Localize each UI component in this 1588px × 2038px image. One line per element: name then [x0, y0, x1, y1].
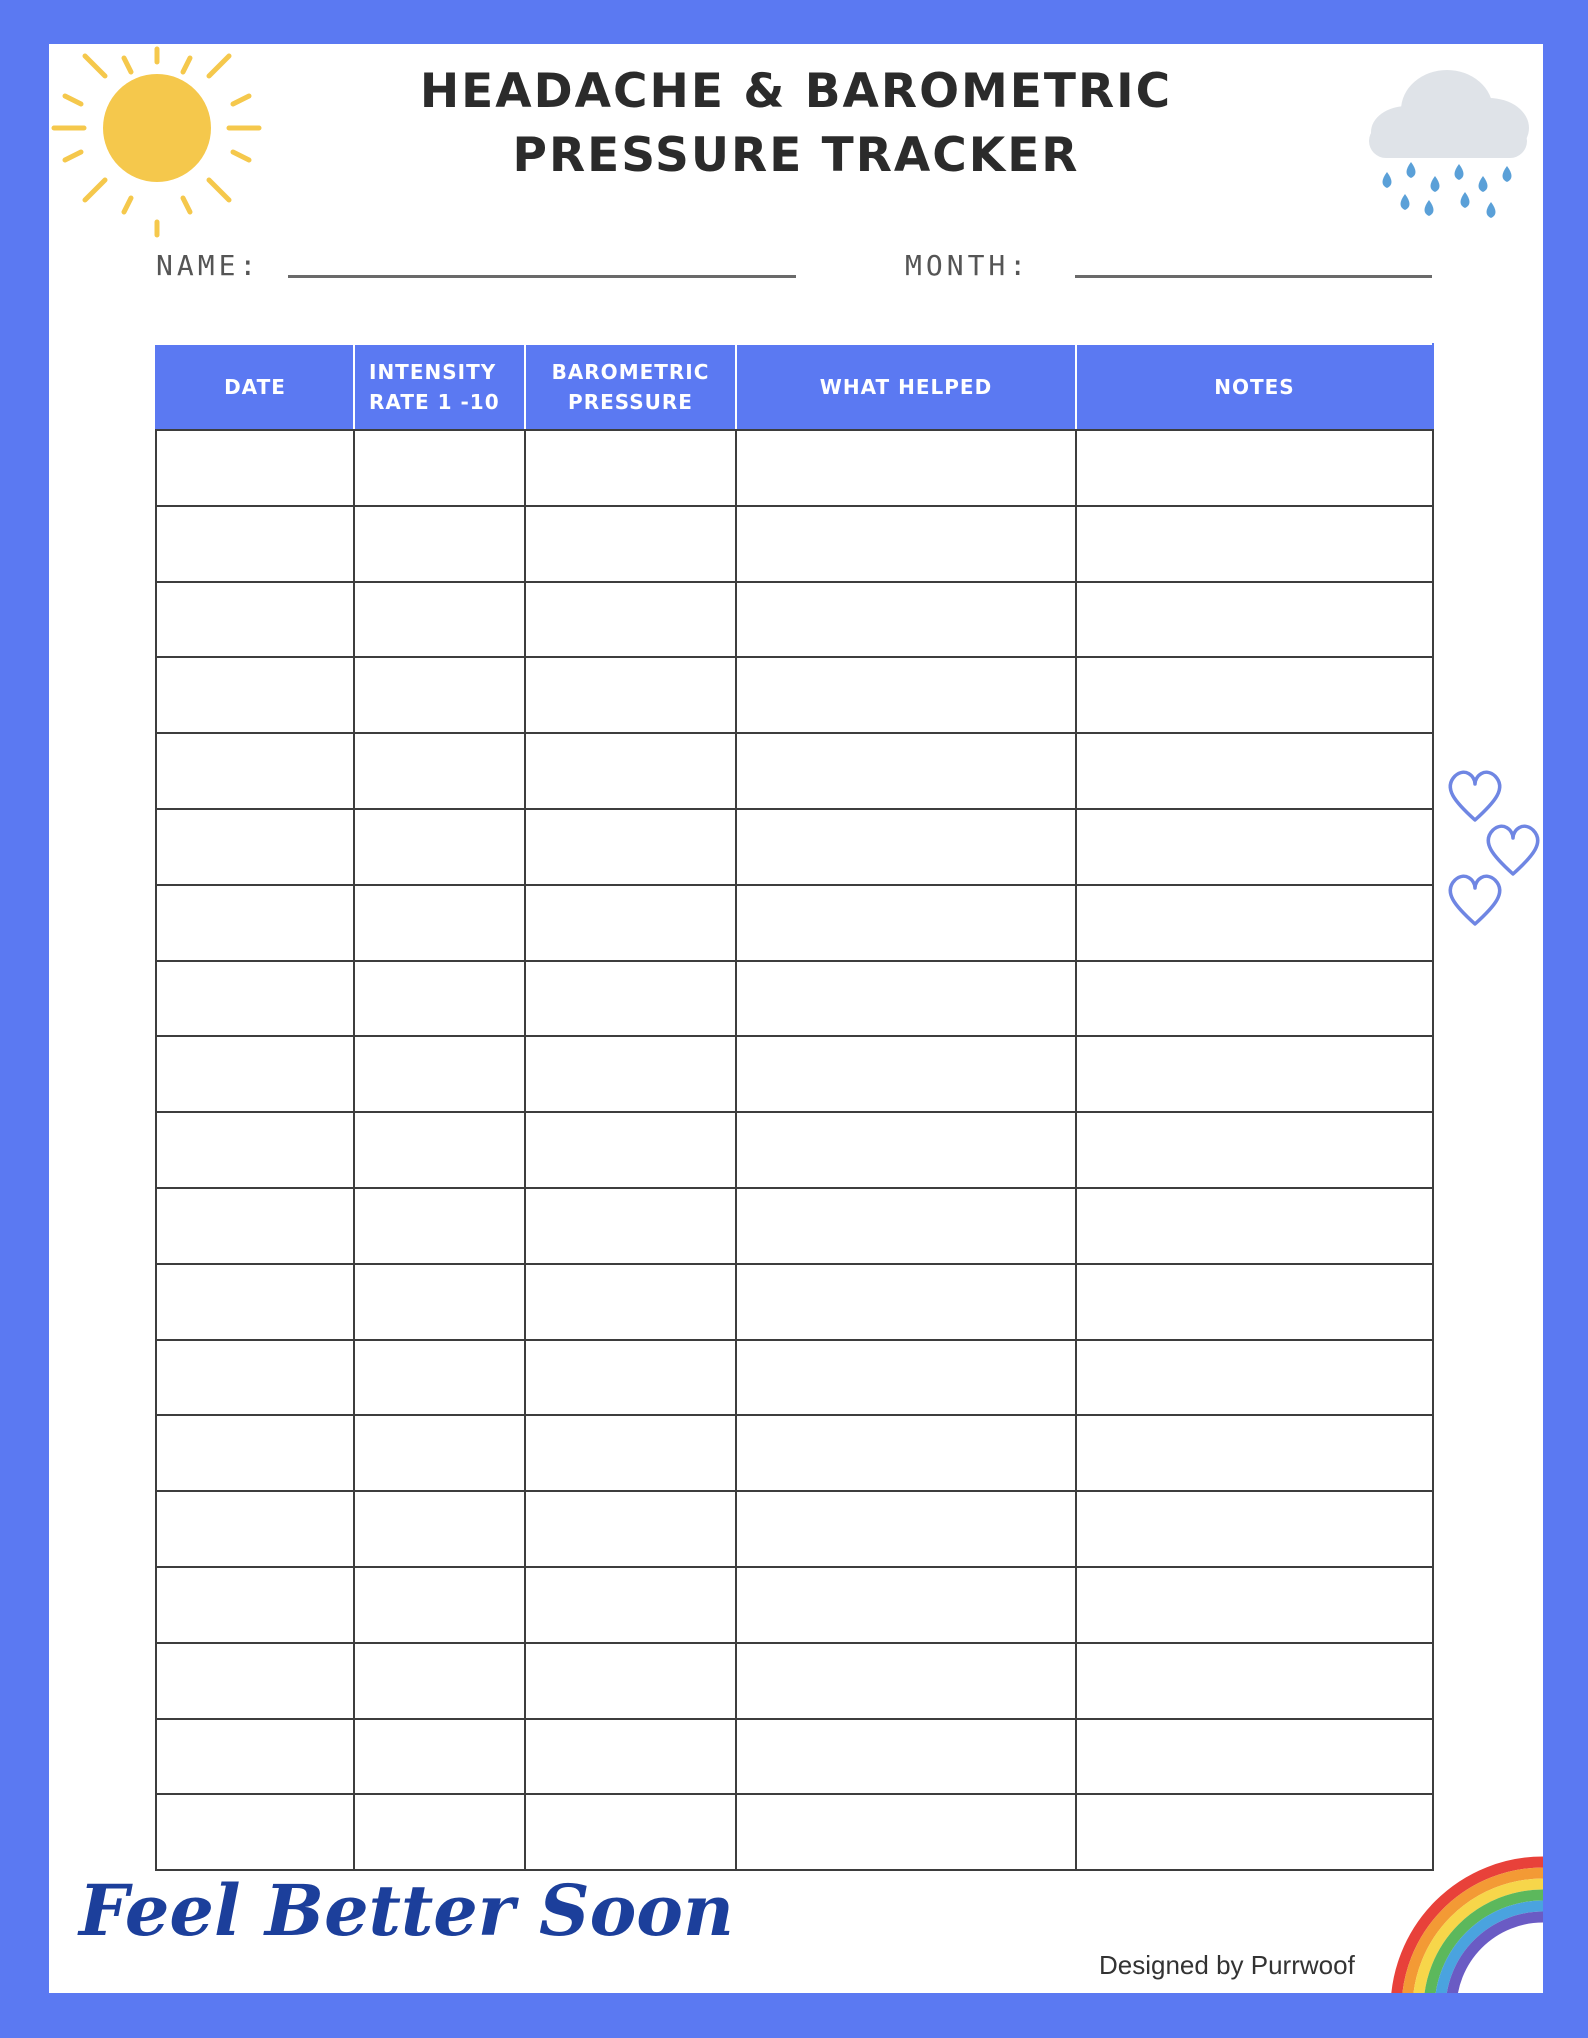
barometric-cell[interactable] — [525, 1794, 736, 1870]
barometric-cell[interactable] — [525, 1264, 736, 1340]
table-row — [156, 582, 1433, 658]
what-helped-cell[interactable] — [736, 1643, 1076, 1719]
what-helped-cell[interactable] — [736, 657, 1076, 733]
table-row — [156, 1188, 1433, 1264]
table-row — [156, 1415, 1433, 1491]
barometric-cell[interactable] — [525, 506, 736, 582]
barometric-cell[interactable] — [525, 1719, 736, 1795]
notes-cell[interactable] — [1076, 1036, 1433, 1112]
barometric-cell[interactable] — [525, 1491, 736, 1567]
table-row — [156, 1036, 1433, 1112]
col-header-what-helped: WHAT HELPED — [736, 344, 1076, 430]
col-header-date: DATE — [156, 344, 354, 430]
intensity-cell[interactable] — [354, 1340, 525, 1416]
date-cell[interactable] — [156, 1188, 354, 1264]
intensity-cell[interactable] — [354, 1036, 525, 1112]
table-row — [156, 1491, 1433, 1567]
table-row — [156, 506, 1433, 582]
intensity-cell[interactable] — [354, 506, 525, 582]
table-row — [156, 733, 1433, 809]
table-body — [156, 430, 1433, 1870]
date-cell[interactable] — [156, 1794, 354, 1870]
month-label: MONTH: — [905, 249, 1031, 282]
what-helped-cell[interactable] — [736, 1340, 1076, 1416]
intensity-cell[interactable] — [354, 582, 525, 658]
date-cell[interactable] — [156, 506, 354, 582]
notes-cell[interactable] — [1076, 1567, 1433, 1643]
what-helped-cell[interactable] — [736, 582, 1076, 658]
name-line[interactable] — [288, 275, 796, 278]
what-helped-cell[interactable] — [736, 1415, 1076, 1491]
date-cell[interactable] — [156, 1264, 354, 1340]
date-cell[interactable] — [156, 1643, 354, 1719]
barometric-cell[interactable] — [525, 733, 736, 809]
what-helped-cell[interactable] — [736, 1036, 1076, 1112]
table-header-row — [156, 344, 1433, 430]
what-helped-cell[interactable] — [736, 885, 1076, 961]
what-helped-cell[interactable] — [736, 809, 1076, 885]
date-cell[interactable] — [156, 1112, 354, 1188]
col-header-intensity: INTENSITY RATE 1 -10 — [354, 344, 525, 430]
intensity-cell[interactable] — [354, 885, 525, 961]
notes-cell[interactable] — [1076, 961, 1433, 1037]
date-cell[interactable] — [156, 430, 354, 506]
page-title — [49, 60, 1543, 188]
barometric-cell[interactable] — [525, 1340, 736, 1416]
date-cell[interactable] — [156, 1340, 354, 1416]
table-row — [156, 809, 1433, 885]
title-line-1: HEADACHE & BAROMETRIC — [419, 64, 1173, 119]
notes-cell[interactable] — [1076, 1491, 1433, 1567]
table-row — [156, 1643, 1433, 1719]
notes-cell[interactable] — [1076, 733, 1433, 809]
barometric-cell[interactable] — [525, 1567, 736, 1643]
date-cell[interactable] — [156, 1567, 354, 1643]
table-row — [156, 1567, 1433, 1643]
intensity-cell[interactable] — [354, 430, 525, 506]
credit-text: Designed by Purrwoof — [1099, 1950, 1355, 1980]
notes-cell[interactable] — [1076, 885, 1433, 961]
barometric-cell[interactable] — [525, 1036, 736, 1112]
notes-cell[interactable] — [1076, 1340, 1433, 1416]
title-line-2: PRESSURE TRACKER — [512, 128, 1080, 183]
notes-cell[interactable] — [1076, 1188, 1433, 1264]
barometric-cell[interactable] — [525, 1112, 736, 1188]
date-cell[interactable] — [156, 961, 354, 1037]
intensity-cell[interactable] — [354, 1794, 525, 1870]
intensity-cell[interactable] — [354, 1567, 525, 1643]
barometric-cell[interactable] — [525, 1643, 736, 1719]
notes-cell[interactable] — [1076, 430, 1433, 506]
barometric-cell[interactable] — [525, 1415, 736, 1491]
barometric-cell[interactable] — [525, 582, 736, 658]
date-cell[interactable] — [156, 809, 354, 885]
barometric-cell[interactable] — [525, 1188, 736, 1264]
what-helped-cell[interactable] — [736, 1264, 1076, 1340]
intensity-cell[interactable] — [354, 1719, 525, 1795]
intensity-cell[interactable] — [354, 1415, 525, 1491]
tracker-sheet — [49, 44, 1543, 1993]
notes-cell[interactable] — [1076, 1643, 1433, 1719]
barometric-cell[interactable] — [525, 657, 736, 733]
date-cell[interactable] — [156, 733, 354, 809]
name-label: NAME: — [156, 249, 261, 282]
notes-cell[interactable] — [1076, 1112, 1433, 1188]
intensity-cell[interactable] — [354, 1491, 525, 1567]
barometric-cell[interactable] — [525, 809, 736, 885]
intensity-cell[interactable] — [354, 1264, 525, 1340]
table-row — [156, 1719, 1433, 1795]
what-helped-cell[interactable] — [736, 1794, 1076, 1870]
col-header-notes: NOTES — [1076, 344, 1433, 430]
rainbow-icon — [1385, 1834, 1543, 1993]
notes-cell[interactable] — [1076, 506, 1433, 582]
table-row — [156, 430, 1433, 506]
tracker-table — [155, 343, 1434, 1871]
notes-cell[interactable] — [1076, 657, 1433, 733]
table-row — [156, 961, 1433, 1037]
what-helped-cell[interactable] — [736, 961, 1076, 1037]
intensity-cell[interactable] — [354, 961, 525, 1037]
intensity-cell[interactable] — [354, 1643, 525, 1719]
table-row — [156, 1340, 1433, 1416]
date-cell[interactable] — [156, 582, 354, 658]
table-row — [156, 1112, 1433, 1188]
notes-cell[interactable] — [1076, 1794, 1433, 1870]
intensity-cell[interactable] — [354, 657, 525, 733]
notes-cell[interactable] — [1076, 582, 1433, 658]
intensity-cell[interactable] — [354, 809, 525, 885]
table-row — [156, 657, 1433, 733]
notes-cell[interactable] — [1076, 1264, 1433, 1340]
month-line[interactable] — [1075, 275, 1432, 278]
barometric-cell[interactable] — [525, 885, 736, 961]
date-cell[interactable] — [156, 657, 354, 733]
date-cell[interactable] — [156, 1719, 354, 1795]
what-helped-cell[interactable] — [736, 1491, 1076, 1567]
rain-cloud-icon — [1365, 52, 1543, 222]
date-cell[interactable] — [156, 1415, 354, 1491]
barometric-cell[interactable] — [525, 961, 736, 1037]
what-helped-cell[interactable] — [736, 430, 1076, 506]
table-row — [156, 1264, 1433, 1340]
date-cell[interactable] — [156, 1036, 354, 1112]
notes-cell[interactable] — [1076, 1415, 1433, 1491]
date-cell[interactable] — [156, 1491, 354, 1567]
what-helped-cell[interactable] — [736, 506, 1076, 582]
what-helped-cell[interactable] — [736, 733, 1076, 809]
notes-cell[interactable] — [1076, 1719, 1433, 1795]
intensity-cell[interactable] — [354, 1188, 525, 1264]
intensity-cell[interactable] — [354, 1112, 525, 1188]
notes-cell[interactable] — [1076, 809, 1433, 885]
col-header-barometric: BAROMETRIC PRESSURE — [525, 344, 736, 430]
hearts-icon — [1439, 764, 1543, 974]
intensity-cell[interactable] — [354, 733, 525, 809]
barometric-cell[interactable] — [525, 430, 736, 506]
what-helped-cell[interactable] — [736, 1719, 1076, 1795]
what-helped-cell[interactable] — [736, 1567, 1076, 1643]
table-row — [156, 885, 1433, 961]
date-cell[interactable] — [156, 885, 354, 961]
what-helped-cell[interactable] — [736, 1188, 1076, 1264]
slogan-text: Feel Better Soon — [79, 1869, 734, 1952]
what-helped-cell[interactable] — [736, 1112, 1076, 1188]
table-row — [156, 1794, 1433, 1870]
